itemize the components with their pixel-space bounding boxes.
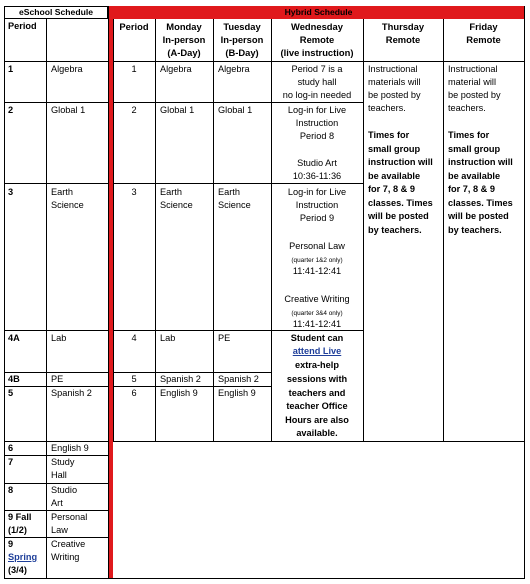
hybrid-period: 6: [131, 388, 137, 398]
friday-note-bold: Times for: [448, 130, 490, 140]
monday-class: Lab: [160, 333, 176, 343]
hybrid-col-divider: [363, 19, 364, 442]
eschool-subject: Writing: [51, 552, 80, 562]
wednesday-extra-help: Hours are also: [285, 415, 349, 425]
hybrid-period: 5: [131, 374, 137, 384]
row-divider: [4, 330, 108, 331]
eschool-col-divider: [46, 19, 47, 579]
wednesday-note: Studio Art: [297, 158, 337, 168]
monday-class: Science: [160, 200, 193, 210]
wednesday-note: no log-in needed: [282, 90, 352, 100]
friday-note-bold: small group: [448, 144, 501, 154]
eschool-subject: Personal: [51, 512, 88, 522]
header-monday: In-person: [162, 34, 206, 45]
thursday-note-bold: classes. Times: [368, 198, 433, 208]
wednesday-note: Log-in for Live: [287, 105, 347, 115]
wednesday-note: Instruction: [295, 200, 339, 210]
hybrid-col-divider: [213, 19, 214, 442]
eschool-period: 4A: [8, 333, 20, 343]
tuesday-class: Science: [218, 200, 251, 210]
eschool-subject: English 9: [51, 443, 89, 453]
eschool-period: 8: [8, 485, 14, 495]
eschool-period: 5: [8, 388, 14, 398]
thursday-note: Instructional: [368, 64, 418, 74]
wednesday-extra-help: teachers and: [288, 388, 346, 398]
header-tuesday: In-person: [220, 34, 264, 45]
eschool-subject: Study: [51, 457, 75, 467]
eschool-period: 9 Fall: [8, 512, 32, 522]
eschool-subject: Algebra: [51, 64, 83, 74]
hybrid-period: 2: [131, 105, 137, 115]
header-wednesday: Wednesday: [291, 21, 343, 32]
friday-note-bold: classes. Times: [448, 198, 513, 208]
eschool-subject: Law: [51, 525, 68, 535]
header-thursday: Thursday: [381, 21, 425, 32]
monday-class: Global 1: [160, 105, 195, 115]
friday-note: material will: [448, 77, 496, 87]
wednesday-extra-help: Student can: [290, 333, 344, 343]
thursday-note-bold: by teachers.: [368, 225, 422, 235]
eschool-header-line: [4, 61, 108, 62]
header-tuesday: (B-Day): [225, 47, 259, 58]
personal-law-note: (quarter 1&2 only): [291, 257, 343, 264]
wednesday-extra-help: available.: [296, 428, 338, 438]
eschool-period: Spring: [8, 552, 38, 562]
tuesday-class: English 9: [218, 388, 256, 398]
wednesday-note: Period 8: [299, 131, 335, 141]
thursday-note: be posted by: [368, 90, 421, 100]
hybrid-col-divider: [155, 19, 156, 442]
creative-writing-note: (quarter 3&4 only): [291, 310, 343, 317]
eschool-subject: Creative: [51, 539, 86, 549]
row-divider: [4, 183, 108, 184]
eschool-subject: Hall: [51, 470, 67, 480]
thursday-note-bold: instruction will: [368, 157, 433, 167]
monday-class: Algebra: [160, 64, 192, 74]
friday-note: teachers.: [448, 103, 486, 113]
friday-note-bold: be available: [448, 171, 501, 181]
friday-note: be posted by: [448, 90, 501, 100]
eschool-border-left: [4, 6, 5, 579]
tuesday-class: Global 1: [218, 105, 253, 115]
eschool-subject: PE: [51, 374, 64, 384]
thursday-note: materials will: [368, 77, 421, 87]
eschool-period: 7: [8, 457, 14, 467]
monday-class: Spanish 2: [160, 374, 201, 384]
header-thursday: Remote: [385, 34, 421, 45]
creative-writing-time: 11:41-12:41: [292, 319, 342, 329]
friday-note-bold: for 7, 8 & 9: [448, 184, 495, 194]
tuesday-class: Algebra: [218, 64, 250, 74]
eschool-period: 2: [8, 105, 14, 115]
wednesday-note: study hall: [297, 77, 337, 87]
eschool-subject: Science: [51, 200, 84, 210]
eschool-period: 3: [8, 187, 14, 197]
header-friday: Friday: [469, 21, 498, 32]
thursday-note: teachers.: [368, 103, 406, 113]
friday-note-bold: will be posted: [448, 211, 509, 221]
eschool-header-period: Period: [8, 21, 37, 31]
tuesday-class: PE: [218, 333, 231, 343]
eschool-period: 1: [8, 64, 14, 74]
hybrid-bottom-line: [113, 441, 524, 442]
friday-note: Instructional: [448, 64, 498, 74]
header-friday: Remote: [466, 34, 501, 45]
wednesday-note: Log-in for Live: [287, 187, 347, 197]
header-wednesday: (live instruction): [280, 47, 354, 58]
attend-live-link[interactable]: attend Live: [292, 346, 342, 356]
personal-law-label: Personal Law: [289, 241, 345, 251]
wednesday-extra-help: teacher Office: [286, 401, 348, 411]
hybrid-period: 4: [131, 333, 137, 343]
eschool-period: (1/2): [8, 525, 27, 535]
hybrid-border-right: [524, 6, 525, 579]
eschool-subject: Earth: [51, 187, 73, 197]
eschool-subject: Spanish 2: [51, 388, 92, 398]
eschool-subject: Lab: [51, 333, 67, 343]
hybrid-header-period: Period: [119, 21, 149, 32]
friday-note-bold: by teachers.: [448, 225, 502, 235]
row-divider: [4, 102, 108, 103]
thursday-note-bold: for 7, 8 & 9: [368, 184, 415, 194]
hybrid-period: 3: [131, 187, 137, 197]
personal-law-time: 11:41-12:41: [292, 266, 342, 276]
hybrid-period: 1: [131, 64, 137, 74]
hybrid-title: Hybrid Schedule: [284, 7, 353, 17]
header-monday: Monday: [166, 21, 202, 32]
wednesday-extra-help: sessions with: [286, 374, 348, 384]
wednesday-extra-help: extra-help: [295, 360, 339, 370]
tuesday-class: Earth: [218, 187, 240, 197]
hybrid-header-line: [113, 61, 524, 62]
friday-note-bold: instruction will: [448, 157, 513, 167]
tuesday-class: Spanish 2: [218, 374, 259, 384]
thursday-note-bold: be available: [368, 171, 421, 181]
thursday-note-bold: Times for: [368, 130, 410, 140]
eschool-subject: Global 1: [51, 105, 86, 115]
wednesday-note: 10:36-11:36: [292, 171, 342, 181]
header-monday: (A-Day): [167, 47, 201, 58]
header-wednesday: Remote: [299, 34, 335, 45]
wednesday-note: Instruction: [295, 118, 339, 128]
monday-class: Earth: [160, 187, 182, 197]
wednesday-note: Period 9: [299, 213, 335, 223]
thursday-note-bold: will be posted: [368, 211, 429, 221]
eschool-period: 6: [8, 443, 14, 453]
monday-class: English 9: [160, 388, 198, 398]
eschool-period: 9: [8, 539, 14, 549]
creative-writing-label: Creative Writing: [284, 294, 350, 304]
thursday-note-bold: small group: [368, 144, 421, 154]
page-bottom-line: [4, 578, 525, 579]
eschool-subject: Studio: [51, 485, 78, 495]
eschool-period: 4B: [8, 374, 20, 384]
header-tuesday: Tuesday: [223, 21, 261, 32]
eschool-subject: Art: [51, 498, 63, 508]
wednesday-note: Period 7 is a: [291, 64, 343, 74]
hybrid-col-divider: [443, 19, 444, 442]
eschool-period: (3/4): [8, 565, 27, 575]
eschool-title: eSchool Schedule: [18, 7, 94, 17]
